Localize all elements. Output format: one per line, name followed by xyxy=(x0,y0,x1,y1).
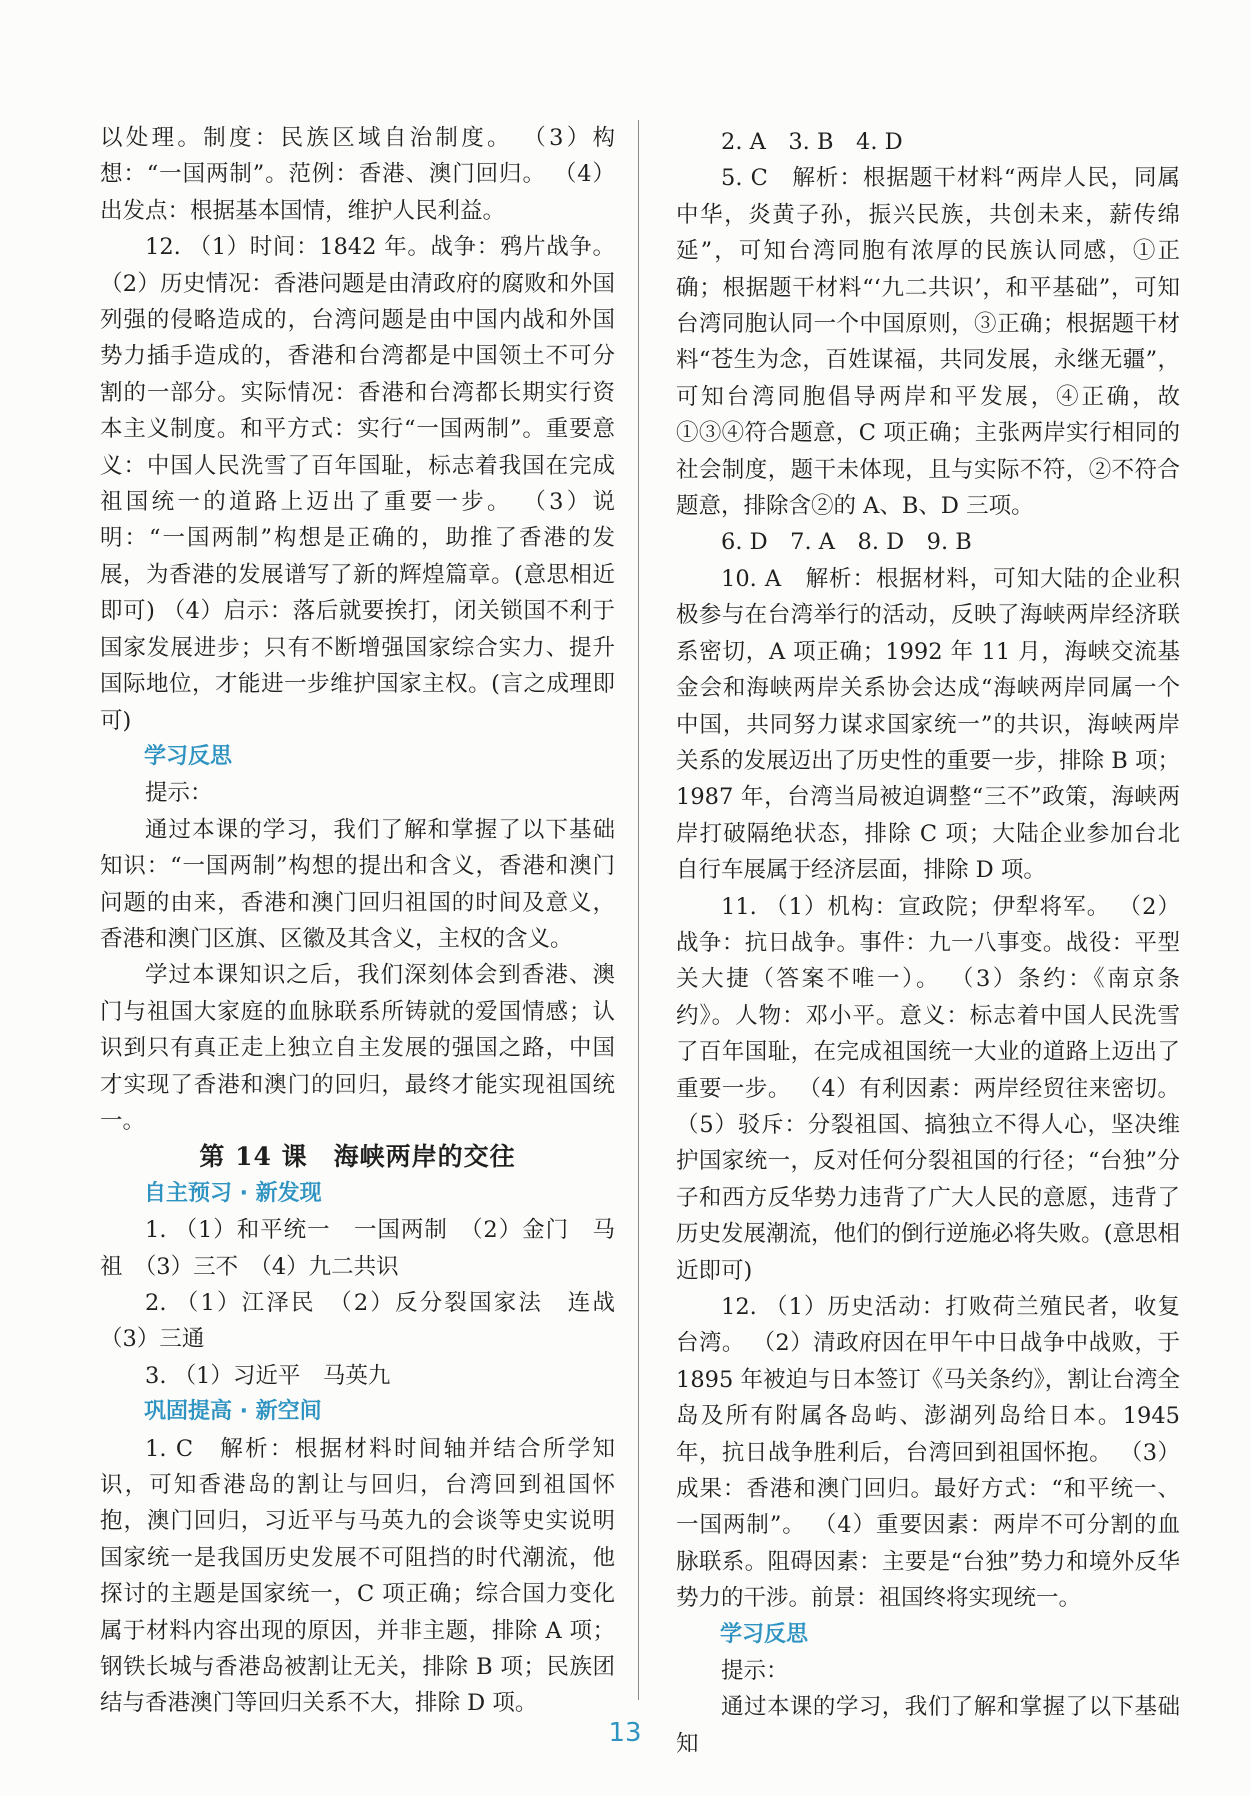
hint-label-2: 提示： xyxy=(721,1658,789,1685)
reflection-paragraph-3: 通过本课的学习，我们了解和掌握了以下基础知 xyxy=(676,1694,1180,1757)
preview-answer-3: 3. （1）习近平 马英九 xyxy=(145,1362,391,1389)
answer-5: 5. C 解析：根据题干材料“两岸人民，同属中华，炎黄子孙，振兴民族，共创未来，薪传绵延”，可知台湾同胞有浓厚的民族认同感，①正确；根据题干材料“‘九二共识’，和平基础”，可知台湾同胞认同一个中国原则，③正确；根据题干材料“苍生为念，百姓谋福，共同发展，永继无疆”，可知台湾同胞倡导两岸和平发展，④正确，故①③④符合题意，C 项正确；主张两岸实行相同的社会制度，题干未体现，且与实际不符，②不符合题意，排除含②的 A、B、D 三项。 xyxy=(676,165,1180,520)
hint-label: 提示： xyxy=(145,780,213,807)
answer-11: 11. （1）机构：宣政院；伊犁将军。 （2）战争：抗日战争。事件：九一八事变。战役：平型关大捷（答案不唯一）。 （3）条约：《南京条约》。人物：邓小平。意义：标志着中国人民洗雪了百年国耻，在完成祖国统一大业的道路上迈出了重要一步。 （4）有利因素：两岸经贸往来密切。 （5）驳斥：分裂祖国、搞独立不得人心，坚决维护国家统一，反对任何分裂祖国的行径；“台独”分子和西方反华势力违背了广大人民的意愿，违背了历史发展潮流，他们的倒行逆施必将失败。(意思相近即可) xyxy=(676,893,1180,1284)
column-divider xyxy=(638,120,639,1700)
right-column xyxy=(676,124,1180,1762)
answers-6-9: 6. D 7. A 8. D 9. B xyxy=(721,529,972,556)
page-number: 13 xyxy=(608,1718,642,1748)
left-answer-12: 12. （1）时间：1842 年。战争：鸦片战争。 （2）历史情况：香港问题是由清政府的腐败和外国列强的侵略造成的，台湾问题是由中国内战和外国势力插手造成的，香港和台湾都是中国领土不可分割的一部分。实际情况：香港和台湾都长期实行资本主义制度。和平方式：实行“一国两制”。重要意义：中国人民洗雪了百年国耻，标志着我国在完成祖国统一的道路上迈出了重要一步。 （3）说明：“一国两制”构想是正确的，助推了香港的发展，为香港的发展谱写了新的辉煌篇章。(意思相近即可) （4）启示：落后就要挨打，闭关锁国不利于国家发展进步；只有不断增强国家综合实力、提升国际地位，才能进一步维护国家主权。(言之成理即可) xyxy=(100,234,615,734)
section-heading-consolidation: 巩固提高 · 新空间 xyxy=(144,1399,322,1425)
section-heading-reflection: 学习反思 xyxy=(144,743,233,769)
section-heading-preview: 自主预习 · 新发现 xyxy=(144,1180,322,1206)
reflection-paragraph-2: 学过本课知识之后，我们深刻体会到香港、澳门与祖国大家庭的血脉联系所铸就的爱国情感；认识到只有真正走上独立自主发展的强国之路，中国才实现了香港和澳门的回归，最终才能实现祖国统一。 xyxy=(100,962,615,1134)
preview-answer-2: 2. （1）江泽民 （2）反分裂国家法 连战 （3）三通 xyxy=(100,1290,615,1353)
reflection-paragraph-1: 通过本课的学习，我们了解和掌握了以下基础知识：“一国两制”构想的提出和含义，香港和澳门问题的由来，香港和澳门回归祖国的时间及意义，香港和澳门区旗、区徽及其含义，主权的含义。 xyxy=(100,816,615,952)
preview-answer-1: 1. （1）和平统一 一国两制 （2）金门 马祖 （3）三不 （4）九二共识 xyxy=(100,1217,615,1280)
section-heading-reflection-2: 学习反思 xyxy=(720,1621,809,1647)
answers-2-4: 2. A 3. B 4. D xyxy=(721,129,903,155)
answer-12: 12. （1）历史活动：打败荷兰殖民者，收复台湾。 （2）清政府因在甲午中日战争中战败，于 1895 年被迫与日本签订《马关条约》，割让台湾全岛及所有附属各岛屿、澎湖列岛给日本。1945 年，抗日战争胜利后，台湾回到祖国怀抱。 （3）成果：香港和澳门回归。最好方式：“和平统一、一国两制”。 （4）重要因素：两岸不可分割的血脉联系。阻碍因素：主要是“台独”势力和境外反华势力的干涉。前景：祖国终将实现统一。 xyxy=(676,1294,1180,1612)
left-column xyxy=(100,120,615,1722)
left-paragraph-1: 以处理。制度：民族区域自治制度。 （3）构想：“一国两制”。范例：香港、澳门回归。 （4）出发点：根据基本国情，维护人民利益。 xyxy=(100,125,615,224)
lesson-title: 第 14 课 海峡两岸的交往 xyxy=(199,1142,516,1172)
consolidation-answer-1: 1. C 解析：根据材料时间轴并结合所学知识，可知香港岛的割让与回归，台湾回到祖国怀抱，澳门回归，习近平与马英九的会谈等史实说明国家统一是我国历史发展不可阻挡的时代潮流，他探讨的主题是国家统一，C 项正确；综合国力变化属于材料内容出现的原因，并非主题，排除 A 项；钢铁长城与香港岛被割让无关，排除 B 项；民族团结与香港澳门等回归关系不大，排除 D 项。 xyxy=(100,1435,615,1717)
answer-10: 10. A 解析：根据材料，可知大陆的企业积极参与在台湾举行的活动，反映了海峡两岸经济联系密切，A 项正确；1992 年 11 月，海峡交流基金会和海峡两岸关系协会达成“海峡两岸同属一个中国，共同努力谋求国家统一”的共识，海峡两岸关系的发展迈出了历史性的重要一步，排除 B 项；1987 年，台湾当局被迫调整“三不”政策，海峡两岸打破隔绝状态，排除 C 项；大陆企业参加台北自行车展属于经济层面，排除 D 项。 xyxy=(676,565,1180,884)
